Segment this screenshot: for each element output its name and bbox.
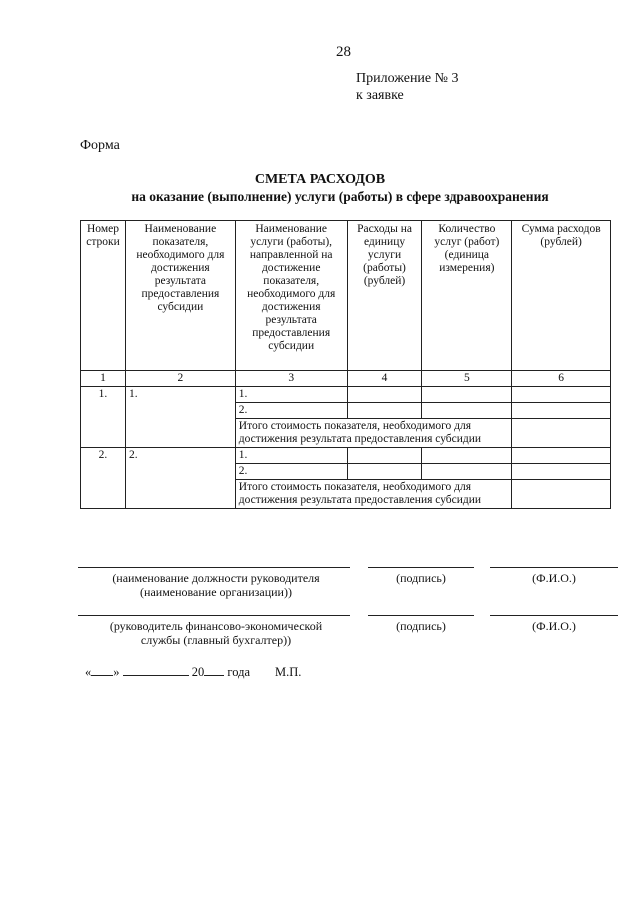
service-item-cell: 2. — [235, 464, 347, 480]
estimate-table — [80, 220, 611, 509]
header-total: Сумма расходов (рублей) — [512, 221, 611, 371]
year-suffix: года — [227, 665, 250, 679]
signature-line-sign — [368, 567, 474, 568]
accountant-line-2: службы (главный бухгалтер)) — [140, 633, 292, 647]
indicator-cell: 2. — [125, 448, 235, 509]
signature-line-fio-2 — [490, 615, 618, 616]
document-subtitle: на оказание (выполнение) услуги (работы) в сфере здравоохранения — [131, 189, 549, 204]
quantity-cell — [422, 448, 512, 464]
month-blank — [123, 665, 189, 676]
page-number: 28 — [336, 44, 351, 60]
day-blank — [91, 665, 113, 676]
appendix-line-2: к заявке — [356, 88, 404, 103]
table-row — [81, 387, 611, 403]
unit-cost-cell — [347, 464, 422, 480]
unit-cost-cell — [347, 387, 422, 403]
column-number: 2 — [125, 371, 235, 387]
total-cell — [512, 448, 611, 464]
header-unit-cost: Расходы на единицу услуги (работы) (рублей) — [347, 221, 422, 371]
form-label: Форма — [80, 138, 120, 153]
total-value-cell — [512, 419, 611, 448]
column-number: 5 — [422, 371, 512, 387]
date-line — [85, 665, 250, 680]
accountant-caption — [80, 619, 352, 647]
accountant-line-1: (руководитель финансово-экономической — [109, 619, 323, 633]
quantity-cell — [422, 464, 512, 480]
column-numbers-row — [81, 371, 611, 387]
table-header-row — [81, 221, 611, 371]
total-label-cell: Итого стоимость показателя, необходимого для достижения результата предоставления субсидии — [235, 419, 511, 448]
signature-caption-2: (подпись) — [396, 619, 446, 633]
head-position-line: (наименование должности руководителя — [112, 571, 320, 585]
row-number-cell: 2. — [81, 448, 126, 509]
service-item-cell: 1. — [235, 448, 347, 464]
year-blank — [204, 665, 224, 676]
unit-cost-cell — [347, 403, 422, 419]
total-label-cell: Итого стоимость показателя, необходимого для достижения результата предоставления субсидии — [235, 480, 511, 509]
column-number: 3 — [235, 371, 347, 387]
signature-line-sign-2 — [368, 615, 474, 616]
column-number: 6 — [512, 371, 611, 387]
header-quantity: Количество услуг (работ) (единица измерения) — [422, 221, 512, 371]
column-number: 1 — [81, 371, 126, 387]
total-cell — [512, 387, 611, 403]
appendix-line-1: Приложение № 3 — [356, 71, 459, 86]
appendix-note — [356, 70, 459, 104]
row-number-cell: 1. — [81, 387, 126, 448]
total-cell — [512, 464, 611, 480]
fio-caption-2: (Ф.И.О.) — [532, 619, 576, 633]
fio-caption: (Ф.И.О.) — [532, 571, 576, 585]
service-item-cell: 2. — [235, 403, 347, 419]
signature-caption: (подпись) — [396, 571, 446, 585]
header-row-number: Номер строки — [81, 221, 126, 371]
indicator-cell: 1. — [125, 387, 235, 448]
quote-open: « — [85, 665, 92, 679]
total-cell — [512, 403, 611, 419]
year-prefix: 20 — [191, 665, 205, 679]
head-org-line: (наименование организации)) — [140, 585, 292, 599]
service-item-cell: 1. — [235, 387, 347, 403]
document-title: СМЕТА РАСХОДОВ — [254, 172, 386, 187]
signature-line-fio — [490, 567, 618, 568]
unit-cost-cell — [347, 448, 422, 464]
total-value-cell — [512, 480, 611, 509]
table-row — [81, 448, 611, 464]
header-indicator: Наименование показателя, необходимого для достижения результата предоставления субсидии — [125, 221, 235, 371]
column-number: 4 — [347, 371, 422, 387]
quantity-cell — [422, 387, 512, 403]
quantity-cell — [422, 403, 512, 419]
head-position-caption — [80, 571, 352, 599]
signature-line-position — [78, 567, 350, 568]
stamp-place: М.П. — [275, 665, 302, 679]
quote-close: » — [113, 665, 120, 679]
signature-line-accountant — [78, 615, 350, 616]
header-service: Наименование услуги (работы), направленной на достижение показателя, необходимого для достижения результата предоставления субсидии — [235, 221, 347, 371]
